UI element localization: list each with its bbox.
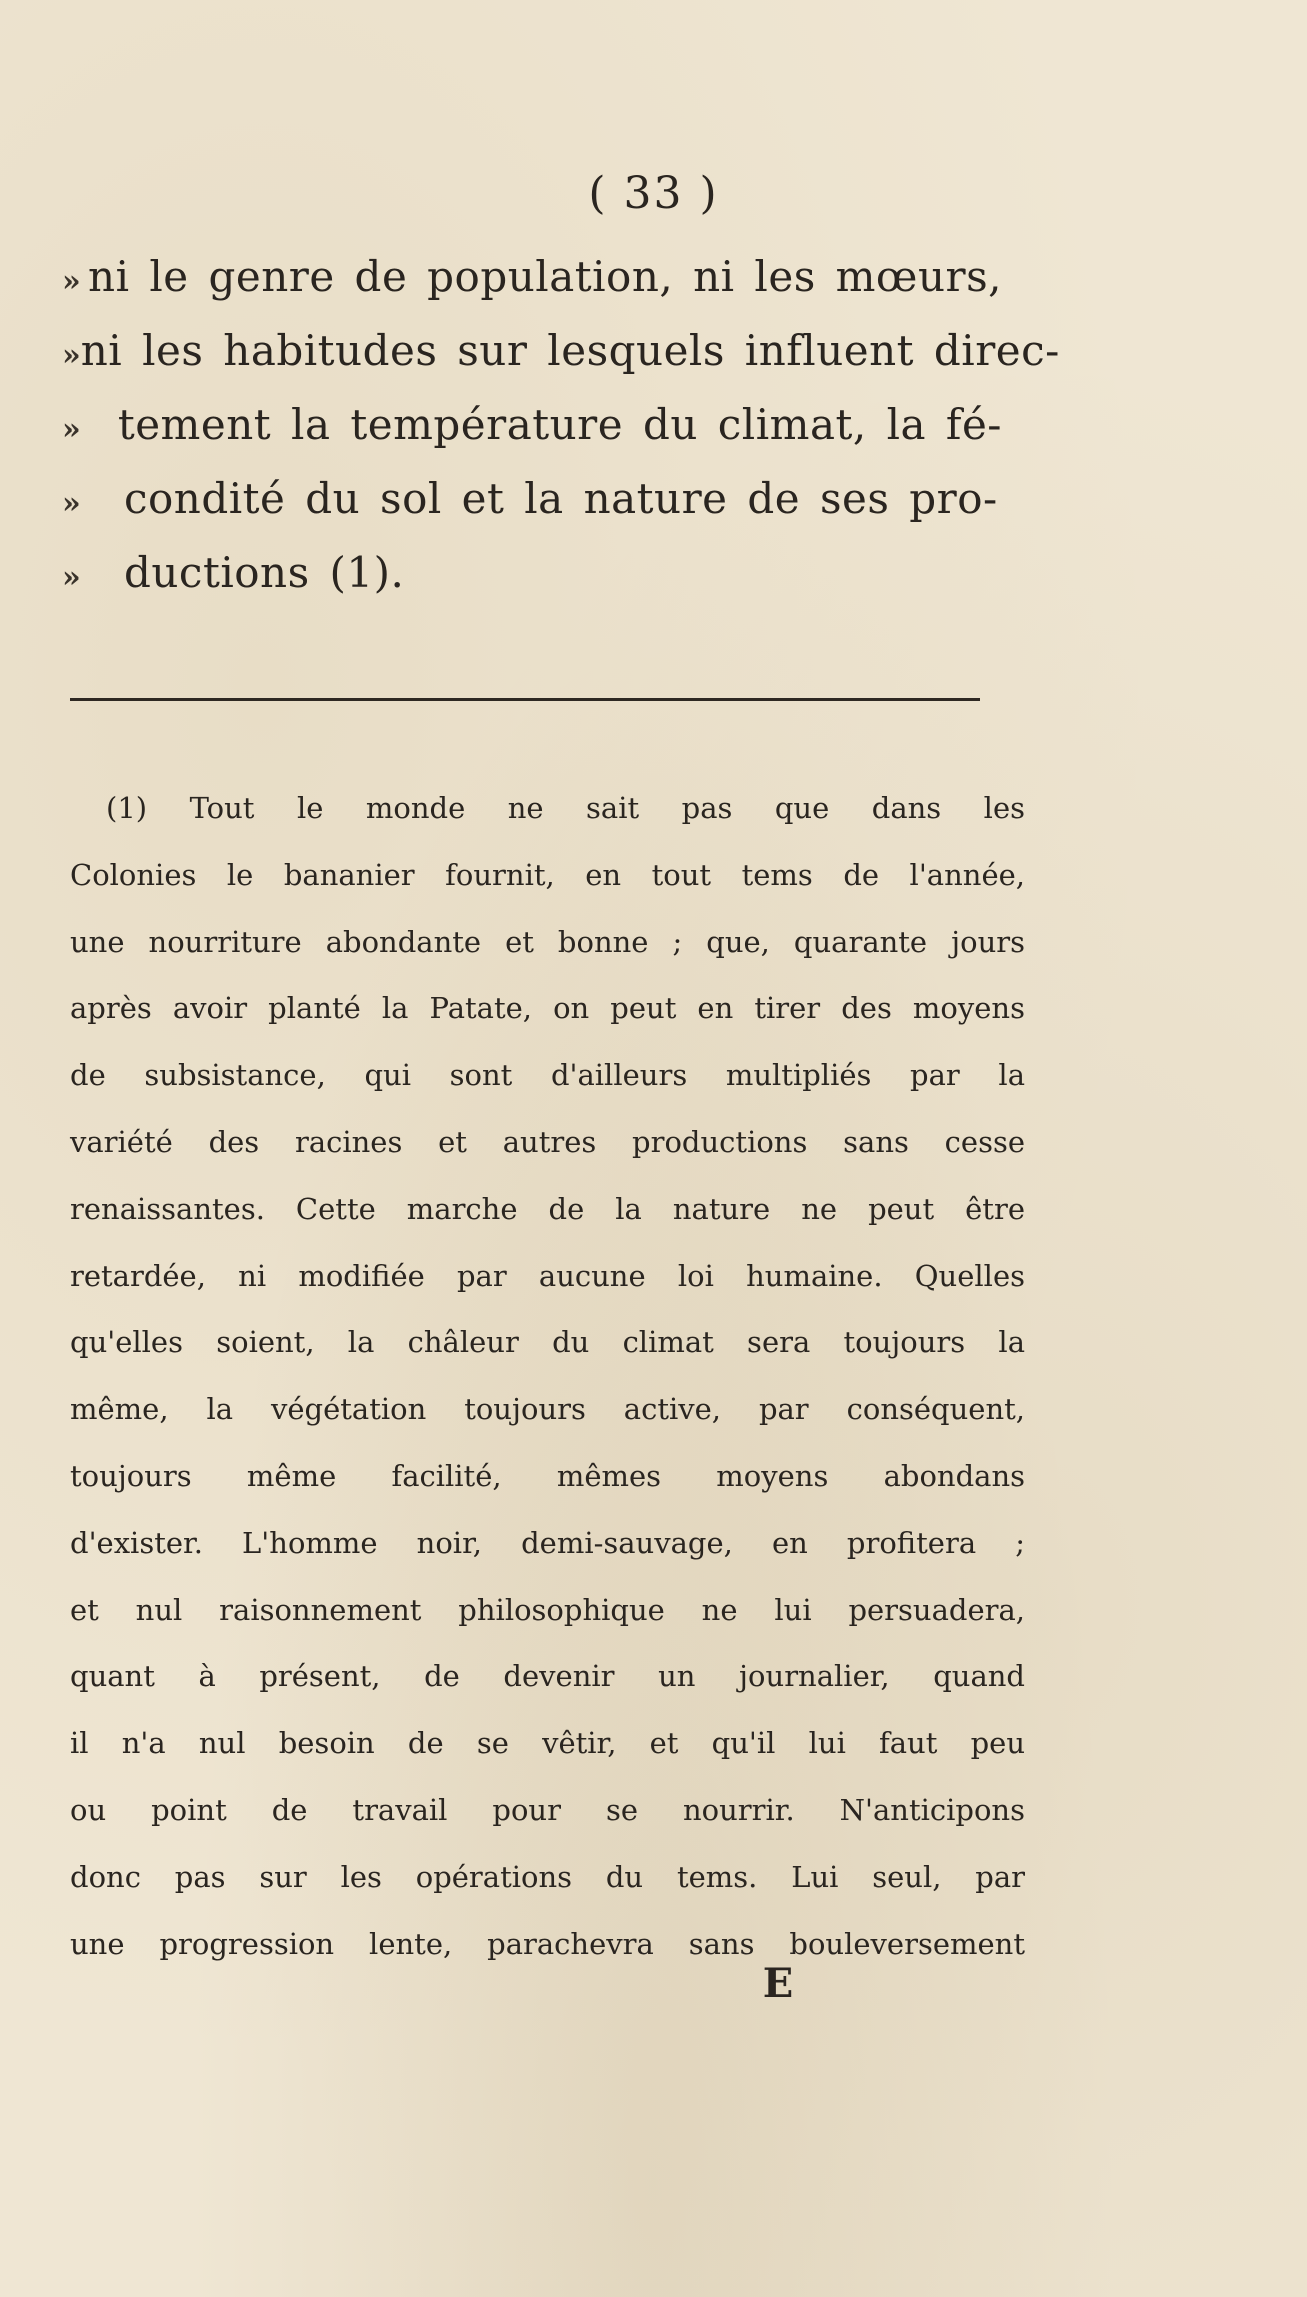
quoted-passage: [62, 240, 1060, 610]
quote-text: ductions (1).: [124, 548, 405, 597]
quote-marker: »: [62, 560, 81, 595]
footnote: [70, 775, 1025, 1977]
quote-marker: »: [62, 338, 81, 373]
footnote-line: Colonies le bananier fournit, en tout tems de l'année,: [70, 857, 1025, 892]
footnote-line: qu'elles soient, la châleur du climat sera toujours la: [70, 1325, 1025, 1360]
footnote-separator-rule: [70, 698, 980, 701]
quote-line: [62, 240, 1002, 314]
quote-text: ni les habitudes sur lesquels influent direc-: [80, 326, 1060, 375]
footnote-line: même, la végétation toujours active, par conséquent,: [70, 1392, 1025, 1427]
footnote-line: quant à présent, de devenir un journalier, quand: [70, 1659, 1025, 1694]
signature-mark: E: [762, 1960, 794, 2007]
footnote-line: et nul raisonnement philosophique ne lui persuadera,: [70, 1592, 1025, 1627]
quote-marker: »: [62, 486, 81, 521]
footnote-line: d'exister. L'homme noir, demi-sauvage, en profitera ;: [70, 1525, 1025, 1560]
quote-marker: »: [62, 264, 81, 299]
quote-text: tement la température du climat, la fé-: [117, 400, 1002, 449]
footnote-line: une progression lente, parachevra sans bouleversement: [70, 1926, 1025, 1961]
footnote-line: il n'a nul besoin de se vêtir, et qu'il lui faut peu: [70, 1726, 1025, 1761]
footnote-line: une nourriture abondante et bonne ; que, quarante jours: [70, 924, 1025, 959]
footnote-line: retardée, ni modifiée par aucune loi humaine. Quelles: [70, 1258, 1025, 1293]
quote-line: [62, 462, 1002, 536]
quote-text: condité du sol et la nature de ses pro-: [124, 474, 998, 523]
quote-marker: »: [62, 412, 81, 447]
footnote-line: après avoir planté la Patate, on peut en tirer des moyens: [70, 991, 1025, 1026]
footnote-line: toujours même facilité, mêmes moyens abondans: [70, 1458, 1025, 1493]
quote-line: [62, 314, 1060, 388]
quote-text: ni le genre de population, ni les mœurs,: [88, 252, 1002, 301]
footnote-line: renaissantes. Cette marche de la nature ne peut être: [70, 1191, 1025, 1226]
quote-line: [62, 388, 1002, 462]
footnote-line: (1) Tout le monde ne sait pas que dans les: [106, 791, 1025, 825]
footnote-line: variété des racines et autres productions sans cesse: [70, 1124, 1025, 1159]
page-number: ( 33 ): [588, 168, 719, 219]
footnote-line: ou point de travail pour se nourrir. N'anticipons: [70, 1792, 1025, 1827]
footnote-line: de subsistance, qui sont d'ailleurs multipliés par la: [70, 1058, 1025, 1093]
quote-line: [62, 536, 1002, 610]
footnote-line: donc pas sur les opérations du tems. Lui seul, par: [70, 1859, 1025, 1894]
